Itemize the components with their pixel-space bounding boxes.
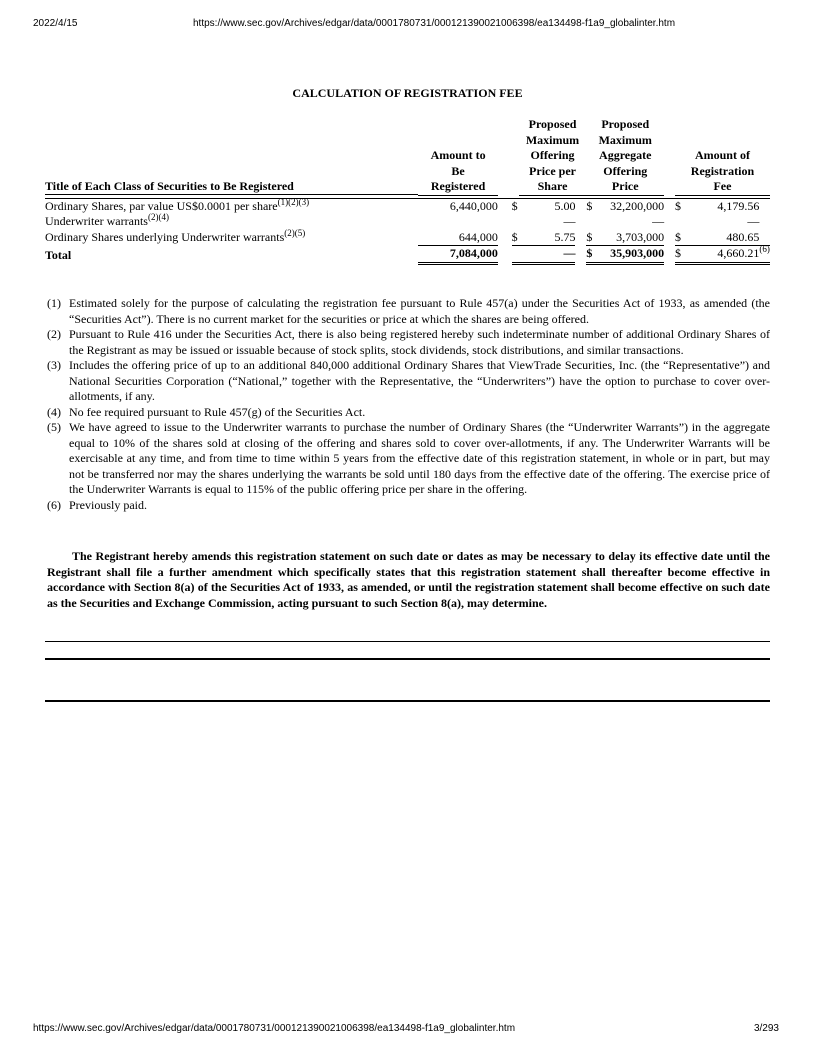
row-agg: 35,903,000: [600, 246, 664, 264]
row-agg-currency: $: [586, 246, 600, 264]
row-label: Underwriter warrants$^{(2)(4)}$: [45, 212, 169, 228]
divider: [45, 658, 770, 660]
header-class: Title of Each Class of Securities to Be Registered: [45, 117, 418, 195]
row-fee: 4,660.21: [689, 246, 760, 264]
row-price: —: [563, 214, 576, 228]
footnote: (1) Estimated solely for the purpose of calculating the registration fee pursuant to Rule 457(a) under the Securities Act of 1933, as amended (the “Securities Act”). There is no current market for the securities or price at which the shares are being offered.: [47, 296, 770, 326]
print-url: https://www.sec.gov/Archives/edgar/data/0001780731/000121390021006398/ea134498-f1a9_globalinter.htm: [193, 18, 676, 29]
row-fee-note: [759, 198, 770, 214]
row-price: 5.75: [519, 230, 576, 246]
row-amount: 644,000: [418, 230, 498, 246]
registration-fee-table: [45, 117, 770, 265]
row-fee-note: [759, 214, 770, 230]
print-date: 2022/4/15: [33, 18, 78, 29]
footer-url: https://www.sec.gov/Archives/edgar/data/0001780731/000121390021006398/ea134498-f1a9_globalinter.htm: [33, 1023, 516, 1034]
row-fee: 4,179.56: [717, 198, 760, 213]
footnote: (4) No fee required pursuant to Rule 457(g) of the Securities Act.: [47, 404, 366, 419]
header-aggregate-price: Proposed Maximum Aggregate Offering Price: [586, 117, 664, 195]
row-price: 5.00: [554, 198, 576, 213]
row-label: Total: [45, 247, 72, 262]
row-amount: 6,440,000: [449, 198, 498, 213]
footer-page-number: 3/293: [753, 1023, 779, 1034]
row-label: Ordinary Shares underlying Underwriter warrants$^{(2)(5)}$: [45, 228, 306, 244]
divider: [45, 700, 770, 702]
delaying-amendment-legend: The Registrant hereby amends this registration statement on such date or dates as may be necessary to delay its effective date until the Registrant shall file a further amendment which specifically states that this registration statement shall thereafter become effective in accordance with Section 8(a) of the Securities Act of 1933, as amended, or until the registration statement shall become effective on such date as the Securities and Exchange Commission, acting pursuant to such Section 8(a), may determine.: [47, 549, 770, 611]
table-row: [45, 230, 770, 246]
row-price-currency: $: [511, 198, 518, 213]
row-fee-currency: $: [675, 230, 689, 246]
row-amount: [418, 214, 498, 230]
row-label: Ordinary Shares, par value US$0.0001 per share$^{(1)(2)(3)}$: [45, 196, 310, 213]
divider: [45, 641, 770, 642]
row-price-currency: [512, 214, 519, 230]
page-title: CALCULATION OF REGISTRATION FEE: [292, 86, 523, 100]
footnotes: [47, 296, 770, 513]
row-fee-currency: $: [675, 246, 689, 264]
row-agg: 32,200,000: [610, 198, 665, 213]
row-agg-currency: $: [586, 198, 593, 213]
footnote: (5) We have agreed to issue to the Underwriter warrants to purchase the number of Ordinary Shares (the “Underwriter Warrants”) in the aggregate equal to 10% of the shares sold at closing of the offering and shares sold to cover over-allotments, if any. The Underwriter Warrants will be exercisable at any time, and from time to time within 5 years from the effective date of this registration statement, in whole or in part, but may not be transferred nor may the shares underlying the warrants be sold until 180 days from the effective date of the offering. The exercise price of the Underwriter Warrants is equal to 115% of the public offering price per share in the offering.: [47, 420, 770, 496]
row-price-currency: $: [511, 229, 518, 244]
table-row: [45, 214, 770, 230]
row-fee-note: (6): [759, 246, 770, 264]
row-fee: —: [747, 214, 760, 228]
row-agg: 3,703,000: [600, 230, 664, 246]
header-price-per-share: Proposed Maximum Offering Price per Share: [519, 117, 587, 195]
header-amount: Amount to Be Registered: [418, 117, 498, 195]
header-fee: Amount of Registration Fee: [675, 117, 770, 195]
row-agg-currency: [586, 214, 600, 230]
row-agg-currency: $: [586, 230, 600, 246]
footnote: (3) Includes the offering price of up to an additional 840,000 additional Ordinary Shares that ViewTrade Securities, Inc. (the “Representative”) and National Securities Corporation (“National,” together with the Representative, the “Underwriters”) have the option to purchase to cover over-allotments, if any.: [47, 358, 770, 403]
row-fee: 480.65: [689, 230, 760, 246]
row-fee-currency: [675, 214, 689, 230]
row-price: —: [519, 246, 576, 264]
row-amount: 7,084,000: [418, 246, 498, 264]
table-header-row: [45, 117, 770, 195]
footnote: (2) Pursuant to Rule 416 under the Securities Act, there is also being registered hereby such indeterminate number of additional Ordinary Shares of the Registrant as may be issued or issuable because of stock splits, stock dividends, stock distributions, and similar transactions.: [47, 327, 770, 357]
row-price-currency: [512, 246, 519, 264]
row-fee-currency: $: [674, 198, 681, 213]
table-row-total: [45, 246, 770, 264]
footnote: (6) Previously paid.: [47, 497, 147, 512]
row-agg: —: [652, 214, 665, 228]
